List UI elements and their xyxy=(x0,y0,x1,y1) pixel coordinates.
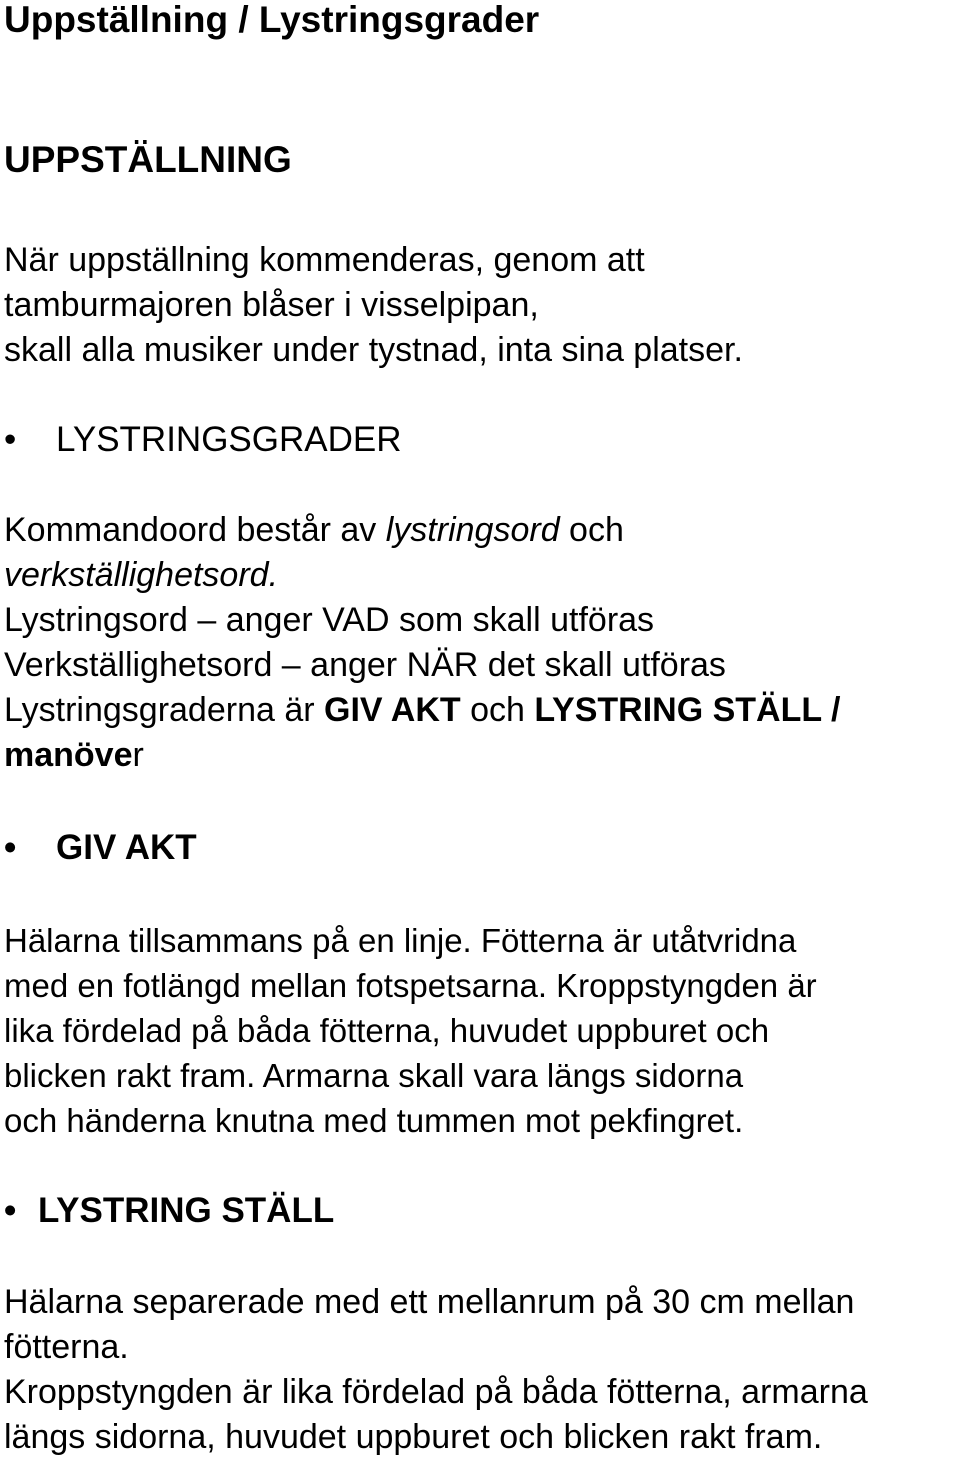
bold-manover: manöve xyxy=(4,736,133,774)
intro-line: skall alla musiker under tystnad, inta sina platser. xyxy=(4,331,743,369)
paragraph-line: fötterna. xyxy=(4,1328,129,1366)
paragraph-line: Verkställighetsord – anger NÄR det skall utföras xyxy=(4,646,726,684)
paragraph-line xyxy=(4,553,840,598)
bullet-lystring-stall xyxy=(4,1191,334,1231)
bullet-heading-giv-akt: GIV AKT xyxy=(56,828,197,867)
bullet-giv-akt xyxy=(4,828,197,868)
bullet-dot: • xyxy=(4,1191,17,1230)
text-run: r xyxy=(132,736,144,774)
paragraph-line: med en fotlängd mellan fotspetsarna. Kroppstyngden är xyxy=(4,967,817,1004)
page-title: Uppställning / Lystringsgrader xyxy=(4,0,540,40)
bullet-lystringsgrader xyxy=(4,420,402,460)
paragraph-line xyxy=(4,508,840,553)
text-run: och xyxy=(460,691,535,729)
paragraph-line: blicken rakt fram. Armarna skall vara längs sidorna xyxy=(4,1057,744,1094)
emphasis-verkstallighetsord: verkställighetsord. xyxy=(4,556,279,594)
paragraph-line xyxy=(4,733,840,778)
bullet-dot: • xyxy=(4,828,17,867)
bullet-dot: • xyxy=(4,420,17,459)
paragraph-line: Kroppstyngden är lika fördelad på båda fötterna, armarna xyxy=(4,1373,868,1411)
text-run: Lystringsgraderna är xyxy=(4,691,325,729)
paragraph-line: Lystringsord – anger VAD som skall utföras xyxy=(4,601,655,639)
paragraph-line: Hälarna separerade med ett mellanrum på 30 cm mellan xyxy=(4,1283,855,1321)
lystringsgrader-paragraph xyxy=(4,508,840,778)
bullet-heading-lystring-stall: LYSTRING STÄLL xyxy=(38,1191,335,1230)
intro-line: tamburmajoren blåser i visselpipan, xyxy=(4,286,539,324)
emphasis-lystringsord: lystringsord xyxy=(385,511,560,549)
bold-giv-akt: GIV AKT xyxy=(324,691,461,729)
paragraph-line xyxy=(4,688,840,733)
intro-paragraph xyxy=(4,238,743,373)
lystring-stall-paragraph xyxy=(4,1280,868,1460)
text-run: Kommandoord består av xyxy=(4,511,386,549)
bold-lystring-stall: LYSTRING STÄLL / xyxy=(534,691,841,729)
bullet-heading-lystringsgrader: LYSTRINGSGRADER xyxy=(56,420,402,459)
paragraph-line: Hälarna tillsammans på en linje. Fötterna är utåtvridna xyxy=(4,922,797,959)
section-heading-uppstallning: UPPSTÄLLNING xyxy=(4,139,292,180)
paragraph-line: lika fördelad på båda fötterna, huvudet uppburet och xyxy=(4,1012,770,1049)
intro-line: När uppställning kommenderas, genom att xyxy=(4,241,645,279)
paragraph-line: längs sidorna, huvudet uppburet och blicken rakt fram. xyxy=(4,1418,823,1456)
giv-akt-paragraph xyxy=(4,918,817,1143)
paragraph-line: och händerna knutna med tummen mot pekfingret. xyxy=(4,1102,744,1139)
text-run: och xyxy=(559,511,624,549)
